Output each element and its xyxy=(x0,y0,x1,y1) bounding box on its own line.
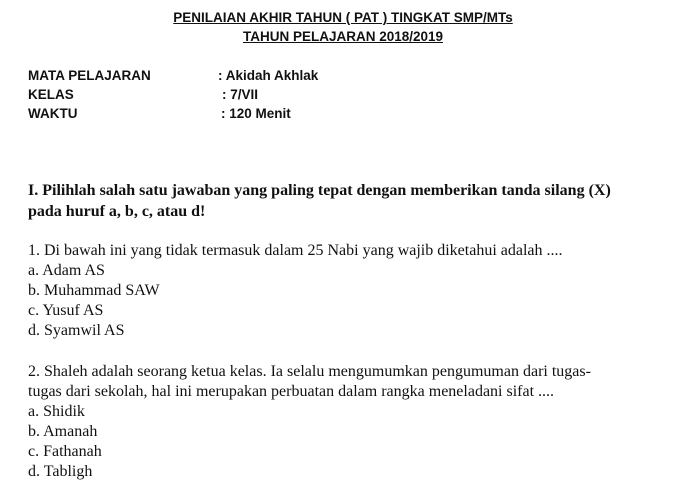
question-text: 2. Shaleh adalah seorang ketua kelas. Ia selalu mengumumkan pengumuman dari tugas- xyxy=(28,363,591,380)
meta-label: MATA PELAJARAN xyxy=(28,68,151,83)
answer-option-b: b. Amanah xyxy=(28,423,98,440)
meta-value: : Akidah Akhlak xyxy=(218,68,319,83)
instruction-line: pada huruf a, b, c, atau d! xyxy=(28,203,206,220)
question-1 xyxy=(28,241,668,341)
answer-option-b: b. Muhammad SAW xyxy=(28,282,160,299)
question-text: 1. Di bawah ini yang tidak termasuk dalam 25 Nabi yang wajib diketahui adalah .... xyxy=(28,242,563,259)
meta-row-class xyxy=(28,85,428,104)
answer-option-a: a. Shidik xyxy=(28,403,85,420)
academic-year: TAHUN PELAJARAN 2018/2019 xyxy=(242,29,444,44)
exam-header xyxy=(0,8,686,46)
meta-label: KELAS xyxy=(28,87,74,102)
question-2 xyxy=(28,362,668,482)
section-instruction xyxy=(28,180,678,222)
answer-option-c: c. Fathanah xyxy=(28,443,102,460)
answer-option-d: d. Syamwil AS xyxy=(28,322,125,339)
meta-value: : 7/VII xyxy=(222,87,259,102)
meta-value: : 120 Menit xyxy=(221,106,291,121)
answer-option-a: a. Adam AS xyxy=(28,262,105,279)
meta-label: WAKTU xyxy=(28,106,78,121)
meta-row-subject xyxy=(28,66,428,85)
answer-option-d: d. Tabligh xyxy=(28,463,93,480)
exam-meta xyxy=(28,66,428,123)
meta-row-time xyxy=(28,104,428,123)
question-text: tugas dari sekolah, hal ini merupakan perbuatan dalam rangka meneladani sifat .... xyxy=(28,383,555,400)
instruction-line: I. Pilihlah salah satu jawaban yang paling tepat dengan memberikan tanda silang (X) xyxy=(28,182,611,199)
exam-title: PENILAIAN AKHIR TAHUN ( PAT ) TINGKAT SMP/MTs xyxy=(173,10,513,25)
answer-option-c: c. Yusuf AS xyxy=(28,302,104,319)
